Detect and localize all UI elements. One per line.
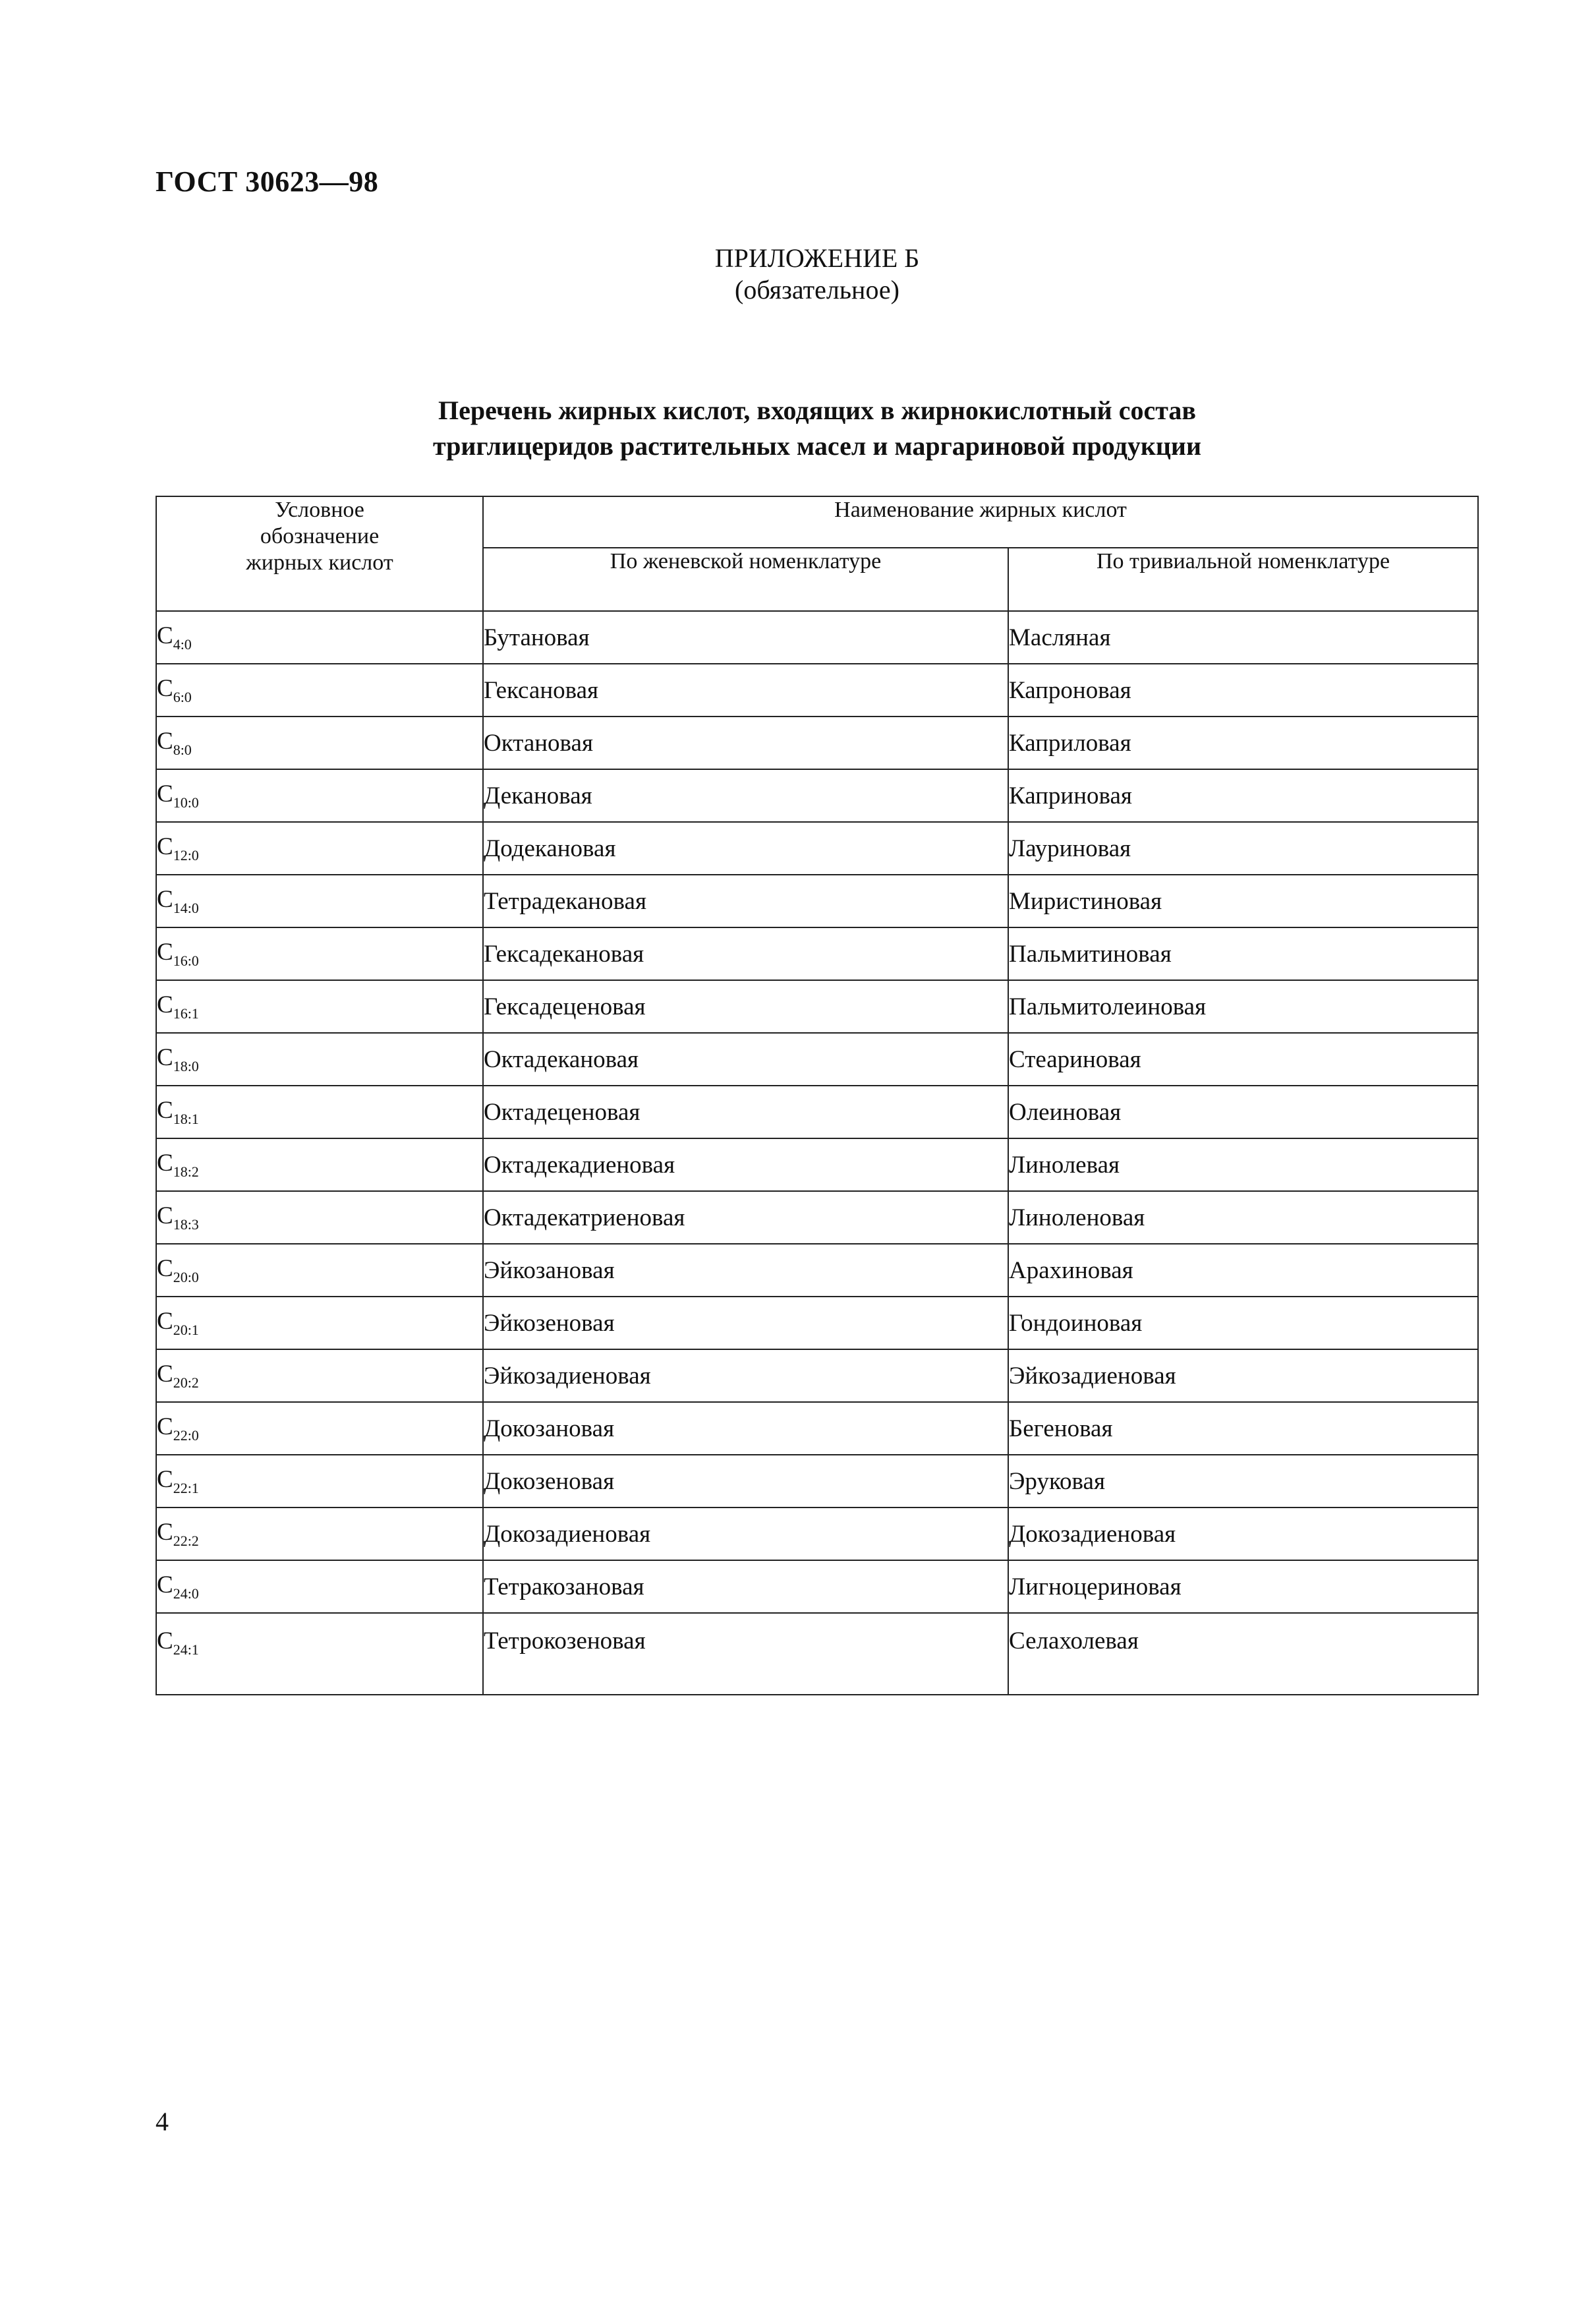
geneva-name: Декановая [483,769,1008,822]
trivial-name: Олеиновая [1008,1086,1478,1138]
geneva-name: Додекановая [483,822,1008,875]
table-row [156,1508,1478,1560]
table-row [156,717,1478,769]
geneva-name: Гексановая [483,664,1008,717]
acid-symbol [156,1086,483,1138]
acid-symbol-subscript: 10:0 [173,794,199,811]
acid-symbol-subscript: 16:0 [173,952,199,969]
trivial-name: Эйкозадиеновая [1008,1349,1478,1402]
acid-symbol-subscript: 22:2 [173,1533,199,1549]
acid-symbol [156,1613,483,1695]
table-row [156,1349,1478,1402]
trivial-name: Каприловая [1008,717,1478,769]
geneva-name: Октадекадиеновая [483,1138,1008,1191]
acid-symbol [156,1297,483,1349]
trivial-name: Линолевая [1008,1138,1478,1191]
header-trivial: По тривиальной номенклатуре [1008,548,1478,611]
acid-symbol [156,717,483,769]
acid-symbol [156,1138,483,1191]
geneva-name: Эйкозадиеновая [483,1349,1008,1402]
geneva-name: Октановая [483,717,1008,769]
table-row [156,822,1478,875]
acid-symbol-subscript: 16:1 [173,1005,199,1022]
acid-symbol-base: C [157,622,173,649]
acid-symbol-base: C [157,991,173,1018]
trivial-name: Капроновая [1008,664,1478,717]
caption-line-2: триглицеридов растительных масел и маргариновой продукции [432,431,1202,461]
acid-symbol-base: C [157,1361,173,1388]
acid-symbol-subscript: 6:0 [173,689,192,705]
acid-symbol-base: C [157,1466,173,1493]
acid-symbol [156,1455,483,1508]
acid-symbol [156,875,483,927]
acid-symbol-base: C [157,1308,173,1335]
trivial-name: Докозадиеновая [1008,1508,1478,1560]
table-row [156,1402,1478,1455]
table-row [156,980,1478,1033]
acid-symbol-subscript: 24:1 [173,1641,199,1658]
geneva-name: Докозадиеновая [483,1508,1008,1560]
acid-symbol-subscript: 18:1 [173,1111,199,1127]
annex-heading [0,243,1596,306]
acid-symbol-base: C [157,728,173,755]
acid-symbol-subscript: 22:1 [173,1480,199,1496]
table-row [156,875,1478,927]
acid-symbol-base: C [157,675,173,702]
annex-title: ПРИЛОЖЕНИЕ Б [714,243,920,273]
acid-symbol-base: C [157,1627,173,1654]
geneva-name: Гексадекановая [483,927,1008,980]
header-names: Наименование жирных кислот [483,496,1478,548]
acid-symbol [156,1191,483,1244]
caption-line-1: Перечень жирных кислот, входящих в жирнокислотный состав [438,395,1196,425]
geneva-name: Эйкозановая [483,1244,1008,1297]
geneva-name: Октадеценовая [483,1086,1008,1138]
table-row [156,1138,1478,1191]
acid-symbol [156,769,483,822]
table-row [156,1297,1478,1349]
acid-symbol-subscript: 18:2 [173,1163,199,1180]
acid-symbol [156,927,483,980]
trivial-name: Гондоиновая [1008,1297,1478,1349]
table-row [156,1455,1478,1508]
acid-symbol-subscript: 18:0 [173,1058,199,1074]
acid-symbol-subscript: 4:0 [173,636,192,653]
trivial-name: Каприновая [1008,769,1478,822]
acid-symbol [156,1349,483,1402]
header-symbol-text: Условное обозначение жирных кислот [246,498,393,575]
trivial-name: Пальмитолеиновая [1008,980,1478,1033]
acid-symbol [156,1244,483,1297]
geneva-name: Докозановая [483,1402,1008,1455]
table-row [156,927,1478,980]
acid-symbol-base: C [157,1255,173,1282]
document-code: ГОСТ 30623—98 [156,165,379,198]
table-row [156,1560,1478,1613]
table-row [156,1613,1478,1695]
trivial-name: Селахолевая [1008,1613,1478,1695]
acid-symbol-base: C [157,1571,173,1598]
acid-symbol-base: C [157,833,173,860]
acid-symbol-base: C [157,1097,173,1124]
acid-symbol-base: C [157,939,173,966]
acid-symbol-subscript: 20:1 [173,1322,199,1338]
fatty-acids-table [156,496,1479,1695]
header-geneva: По женевской номенклатуре [483,548,1008,611]
acid-symbol-subscript: 12:0 [173,847,199,864]
geneva-name: Гексадеценовая [483,980,1008,1033]
trivial-name: Линоленовая [1008,1191,1478,1244]
table-body [156,611,1478,1695]
table-row [156,1033,1478,1086]
acid-symbol [156,664,483,717]
annex-status: (обязательное) [735,275,899,305]
acid-symbol-base: C [157,780,173,807]
acid-symbol-subscript: 22:0 [173,1427,199,1444]
geneva-name: Тетракозановая [483,1560,1008,1613]
header-symbol [156,496,483,611]
acid-symbol [156,1508,483,1560]
acid-symbol [156,1033,483,1086]
trivial-name: Арахиновая [1008,1244,1478,1297]
table-row [156,769,1478,822]
geneva-name: Октадекановая [483,1033,1008,1086]
acid-symbol-subscript: 24:0 [173,1585,199,1602]
trivial-name: Лауриновая [1008,822,1478,875]
acid-symbol-base: C [157,886,173,913]
acid-symbol [156,980,483,1033]
acid-symbol [156,1402,483,1455]
acid-symbol-base: C [157,1202,173,1229]
table-caption [0,393,1596,464]
acid-symbol [156,822,483,875]
trivial-name: Миристиновая [1008,875,1478,927]
acid-symbol-base: C [157,1413,173,1440]
trivial-name: Стеариновая [1008,1033,1478,1086]
table-row [156,1244,1478,1297]
acid-symbol-subscript: 18:3 [173,1216,199,1233]
acid-symbol-subscript: 20:2 [173,1374,199,1391]
acid-symbol-subscript: 8:0 [173,742,192,758]
table-row [156,611,1478,664]
geneva-name: Тетрокозеновая [483,1613,1008,1695]
trivial-name: Масляная [1008,611,1478,664]
geneva-name: Бутановая [483,611,1008,664]
acid-symbol-base: C [157,1519,173,1546]
trivial-name: Пальмитиновая [1008,927,1478,980]
geneva-name: Докозеновая [483,1455,1008,1508]
table-row [156,664,1478,717]
acid-symbol-subscript: 20:0 [173,1269,199,1285]
table-row [156,1191,1478,1244]
geneva-name: Тетрадекановая [483,875,1008,927]
trivial-name: Бегеновая [1008,1402,1478,1455]
geneva-name: Эйкозеновая [483,1297,1008,1349]
table-row [156,1086,1478,1138]
trivial-name: Лигноцериновая [1008,1560,1478,1613]
acid-symbol [156,611,483,664]
page-number: 4 [156,2107,169,2136]
geneva-name: Октадекатриеновая [483,1191,1008,1244]
acid-symbol-base: C [157,1150,173,1177]
acid-symbol-base: C [157,1044,173,1071]
acid-symbol [156,1560,483,1613]
trivial-name: Эруковая [1008,1455,1478,1508]
acid-symbol-subscript: 14:0 [173,900,199,916]
